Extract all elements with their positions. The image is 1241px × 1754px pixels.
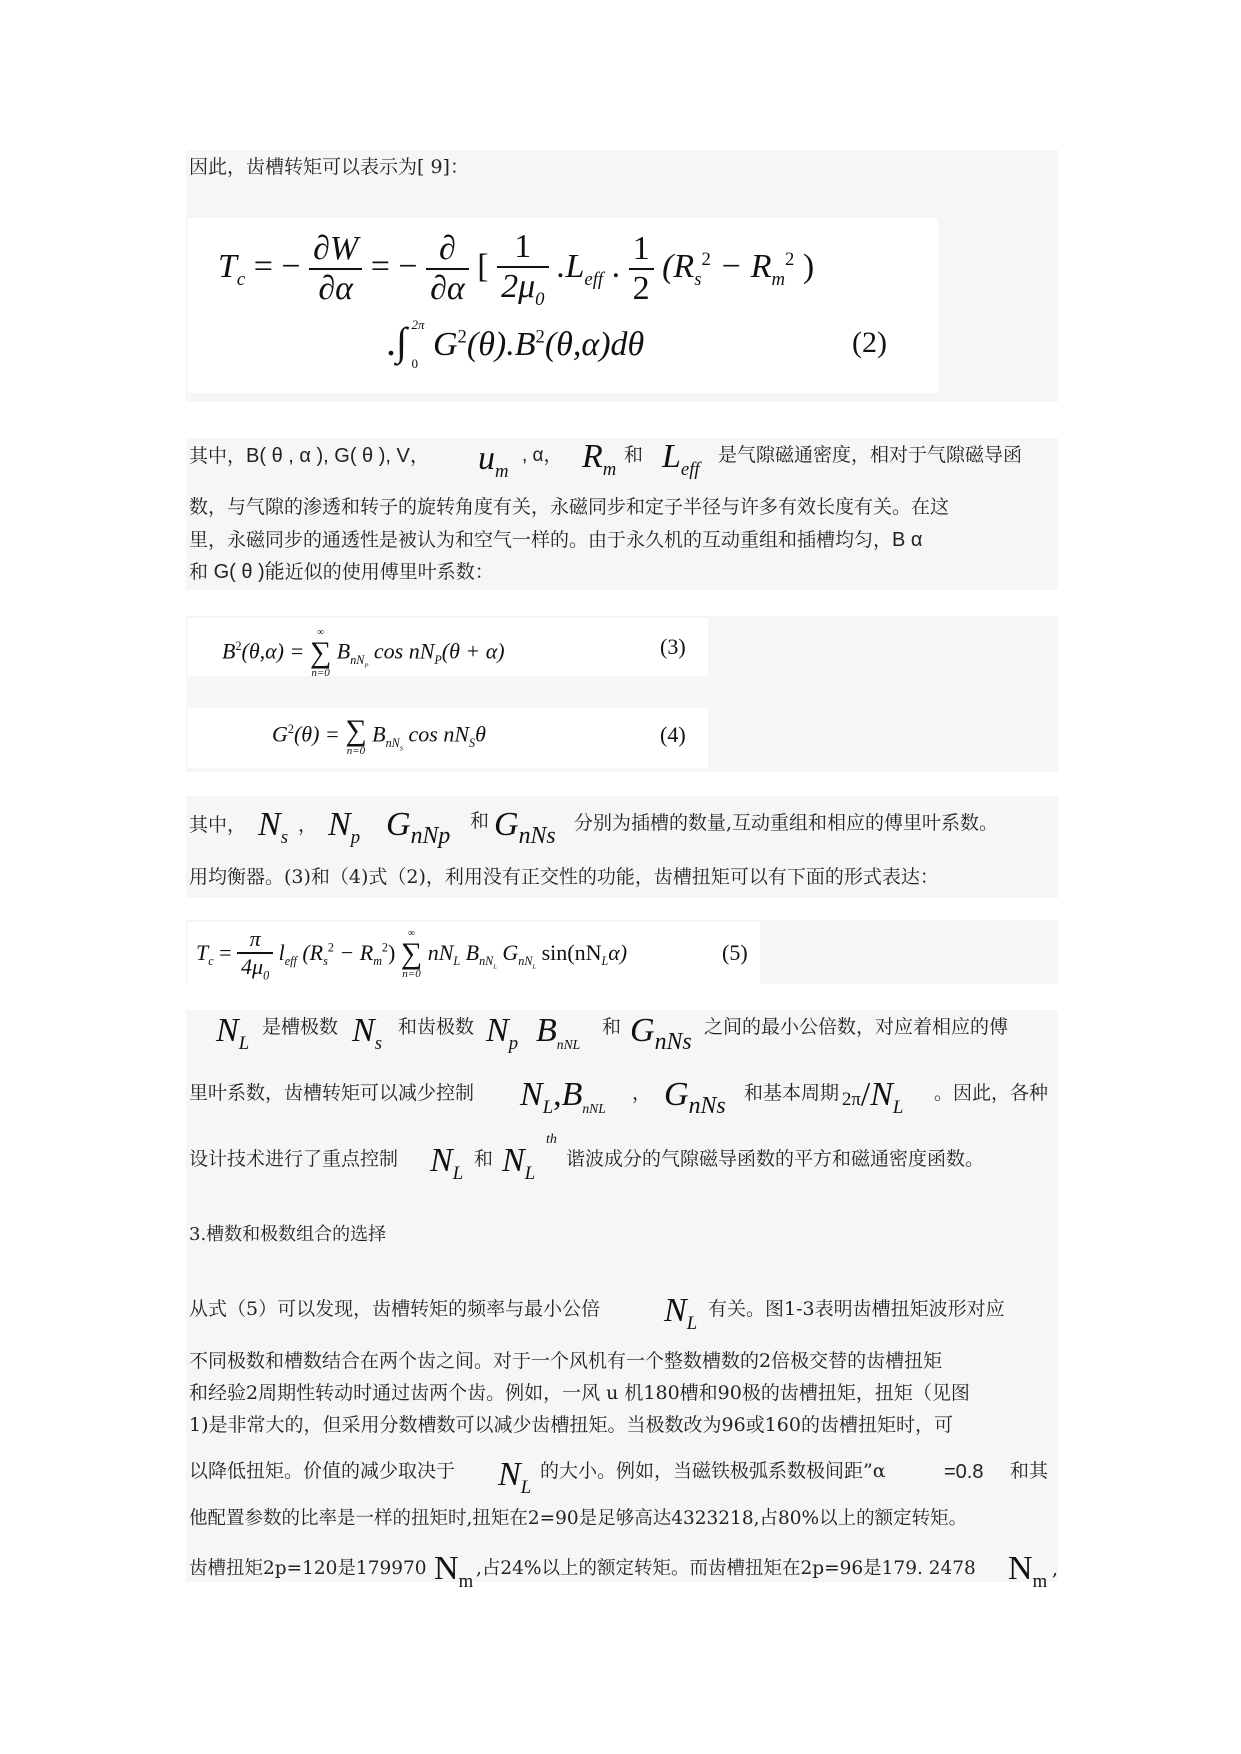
para4-l7-n-text: N [434, 1550, 459, 1587]
para1-l4-a: 和 [189, 561, 209, 583]
para1-l3-b: B α [892, 529, 923, 551]
eq4-b-sub-text: nN [385, 735, 400, 750]
eq3-b: B [336, 638, 351, 664]
para2-gnnp-text: G [386, 806, 411, 843]
eq5-sin: sin(nN [541, 939, 602, 965]
eq2-rm-sub: m [771, 269, 786, 290]
para1-line1 [189, 446, 430, 466]
eq2-rs-sup: 2 [701, 248, 711, 270]
eq2-eq-sign-2: = [370, 248, 390, 286]
para2-comma: ， [298, 814, 318, 836]
eq4-lhs-rest: (θ) = [293, 721, 346, 747]
eq5-frac-num: π [237, 926, 273, 954]
eq2-rs: (R [662, 248, 695, 286]
para1-rm-text: R [582, 438, 603, 475]
eq4-sum: ∑ [345, 714, 367, 747]
para3-l2-slash: / [860, 1076, 871, 1113]
eq5-sin-sub: L [601, 954, 609, 969]
eq2-b-sup: 2 [535, 326, 545, 348]
eq5-rm: − R [333, 939, 374, 965]
eq5-rs-sup: 2 [327, 940, 334, 955]
eq2-f2-num: 1 [629, 230, 654, 270]
eq2-g: G [432, 326, 458, 363]
para2-gnns-sub: nNs [518, 822, 556, 849]
eq5-sum-upper: ∞ [407, 928, 416, 940]
para3-ns-sub: s [374, 1032, 382, 1054]
eq2-leff: .L [557, 248, 585, 286]
para4-l7-a: 齿槽扭矩2p=120是179970 [189, 1558, 427, 1579]
para4-line3: 和经验2周期性转动时通过齿两个齿。例如，一风 u 机180槽和90极的齿槽扭矩，扭矩（见图 [189, 1382, 970, 1404]
eq2-minus-2: − [398, 248, 427, 286]
para3-l2-period [842, 1076, 903, 1119]
para3-l2-c: 和基本周期 [744, 1082, 840, 1104]
eq2-partial2-num: ∂ [426, 230, 469, 270]
para3-l2-period-text: 2π [842, 1089, 861, 1110]
para2-ns-text: N [258, 806, 281, 843]
para3-l3-nl-sub: L [452, 1162, 464, 1184]
eq5-g-sub [518, 954, 537, 971]
eq4-lhs-sup: 2 [287, 722, 294, 737]
eq2-dot: . [611, 248, 621, 286]
para1-l1-a: 其中， [189, 445, 247, 467]
para4-l1-nl-text: N [664, 1292, 687, 1329]
para3-l3-nl2-sub: L [524, 1162, 536, 1184]
eq5-lhs-sub: c [208, 954, 214, 969]
eq2-integrand-2: (θ,α)dθ [544, 326, 645, 363]
equation-2 [188, 218, 938, 393]
eq4-b-subsub: S [399, 745, 404, 753]
eq5-lhs: T [196, 939, 209, 965]
para4-l1-a: 从式（5）可以发现，齿槽转矩的频率与最小公倍 [189, 1298, 601, 1320]
para1-um-sub: m [495, 460, 509, 482]
para1-um-text: u [478, 440, 495, 477]
eq5-eq: = [213, 939, 238, 965]
para4-l7-n [434, 1550, 473, 1593]
para4-l1-nl-sub: L [686, 1312, 698, 1334]
para4-l5-a: 以降低扭矩。价值的减少取决于 [189, 1460, 456, 1482]
para3-l2-nl-text: N [520, 1076, 543, 1113]
eq5-g-sub-text: nN [518, 954, 533, 969]
para4-line4: 1)是非常大的，但采用分数槽数可以减少齿槽扭矩。当极数改为96或160的齿槽扭矩时，可 [189, 1414, 953, 1436]
para3-l2-nl-sub: L [542, 1096, 554, 1118]
para4-l7-n2-text: N [1008, 1550, 1033, 1587]
para4-l7-n2-sub: m [1032, 1570, 1048, 1592]
para3-l3-nl2-text: N [502, 1142, 525, 1179]
para3-bnnl-text: B [536, 1012, 557, 1049]
eq4-b-sub [385, 735, 404, 753]
eq2-frac-2 [629, 230, 654, 308]
para3-np [486, 1012, 518, 1055]
eq2-frac-1 [497, 228, 548, 311]
para3-nl-text: N [216, 1012, 239, 1049]
eq2-int-upper: 2π [411, 317, 425, 332]
eq2-leff-sub: eff [584, 269, 604, 290]
para3-l2-pn: N [870, 1076, 893, 1113]
para2-np-text: N [328, 806, 351, 843]
eq5-frac-den-text: 4μ [241, 954, 264, 979]
para3-l2-comma2: ， [632, 1082, 652, 1104]
eq4-sum-lower: n=0 [346, 745, 366, 757]
para3-l2-comma: , [553, 1076, 562, 1113]
eq2-rs-sub: s [694, 269, 702, 290]
para4-l5-nl-text: N [498, 1456, 521, 1493]
eq2-eq-sign: = [253, 248, 273, 286]
para3-l2-b: B [561, 1076, 583, 1113]
eq4-cos-sub: S [469, 735, 476, 750]
para3-np-text: N [486, 1012, 509, 1049]
para2-ns-sub: s [280, 826, 288, 848]
eq3-sum-upper: ∞ [316, 627, 325, 638]
eq5-frac-den [237, 954, 273, 983]
section-title: 3.槽数和极数组合的选择 [189, 1224, 387, 1245]
eq2-f1-den-text: 2μ [501, 268, 536, 305]
eq5-g-subsub: L [532, 963, 537, 971]
para1-rm-sub: m [602, 458, 617, 480]
eq4-cos: cos nN [408, 721, 470, 747]
eq4-body [272, 716, 486, 757]
eq3-b-subsub: P [364, 662, 369, 670]
eq2-f1-den [497, 268, 548, 311]
eq5-frac [237, 926, 273, 983]
eq5-b-subsub: L [493, 963, 497, 971]
eq2-g-sup: 2 [457, 326, 467, 348]
para2-gnnp [386, 806, 450, 850]
eq5-rm-sub: m [373, 954, 382, 969]
eq5-term-sub: L [453, 954, 461, 969]
eq3-cos: cos nN [373, 638, 435, 664]
para3-l1-c: 之间的最小公倍数，对应着相应的傅 [704, 1016, 1009, 1038]
para3-l3-nl [430, 1142, 463, 1185]
para2-line2: 用均衡器。(3)和（4)式（2)，利用没有正交性的功能，齿槽扭矩可以有下面的形式表达： [189, 866, 939, 888]
para3-l2-b-sub: nNL [582, 1100, 606, 1116]
para2-gnnp-sub: nNp [410, 822, 451, 849]
para4-l5-d: 和其 [1010, 1460, 1049, 1482]
eq3-sum-lower: n=0 [311, 667, 330, 679]
eq2-minus: − [281, 248, 301, 286]
eq2-partial-frac [309, 230, 362, 308]
para3-l2-g-sub: nNs [688, 1092, 726, 1119]
para1-line2: 数，与气隙的渗透和转子的旋转角度有关，永磁同步和定子半径与许多有效长度有关。在这 [189, 496, 950, 518]
eq5-close: ) [387, 939, 396, 965]
para1-um [478, 440, 509, 483]
para1-alpha: , α， [522, 445, 563, 466]
para3-l3-nl-text: N [430, 1142, 453, 1179]
para1-leff-text: L [662, 438, 681, 475]
para4-l5-c: =0.8 [944, 1461, 984, 1483]
para3-l2-a: 里叶系数，齿槽转矩可以减少控制 [189, 1082, 475, 1104]
para3-nl [216, 1012, 249, 1055]
eq5-g: G [502, 939, 519, 965]
para4-l7-n-sub: m [458, 1570, 474, 1592]
para3-l1-a: 是槽极数 [262, 1016, 339, 1038]
eq3-b-sub [350, 652, 369, 670]
para4-l5-nl [498, 1456, 531, 1499]
eq5-body [196, 926, 627, 983]
eq5-leff: l [278, 939, 285, 965]
eq2-partial-den: ∂α [318, 270, 353, 308]
eq4-b: B [372, 721, 386, 747]
eq2-number: (2) [852, 326, 887, 359]
para3-ns [352, 1012, 382, 1055]
eq5-term: nN [427, 939, 454, 965]
para1-rm [582, 438, 616, 481]
para2-np-sub: p [350, 826, 361, 848]
eq2-line2 [386, 318, 644, 370]
para3-gnns [630, 1012, 692, 1056]
para4-l5-b: 的大小。例如，当磁铁极弧系数极间距”α [540, 1460, 886, 1482]
para1-leff [662, 438, 700, 481]
eq2-f1-den-sub: 0 [535, 288, 545, 310]
para1-line4 [189, 562, 494, 582]
para3-bnnl [536, 1012, 580, 1053]
para4-line2: 不同极数和槽数结合在两个齿之间。对于一个风机有一个整数槽数的2倍极交替的齿槽扭矩 [189, 1350, 943, 1372]
para3-l2-d: 。因此，各种 [934, 1082, 1049, 1104]
para2-gnns [494, 806, 556, 850]
para3-he: 和 [602, 1016, 622, 1038]
para3-l3-he: 和 [474, 1148, 494, 1170]
eq2-rclose: ) [802, 248, 815, 286]
para3-l3-th: th [546, 1132, 557, 1147]
eq5-sum: ∑ [400, 937, 423, 971]
para3-bnnl-sub: nNL [556, 1036, 581, 1052]
eq2-integral: .∫ [386, 319, 407, 364]
eq4-rest: θ [475, 721, 486, 747]
eq3-lhs: B [222, 638, 236, 664]
para4-l7-n2 [1008, 1550, 1047, 1593]
para3-l1-b: 和齿极数 [398, 1016, 475, 1038]
eq2-integrand-1: (θ).B [466, 326, 536, 363]
para3-l2-g [664, 1076, 726, 1120]
para3-np-sub: p [508, 1032, 519, 1054]
eq2-int-lower: 0 [411, 356, 418, 371]
eq4-number: (4) [660, 722, 686, 747]
para3-l2-pn-sub: L [892, 1096, 904, 1118]
eq3-rest: (θ + α) [441, 638, 505, 664]
para1-l3-a: 里，永磁同步的通透性是被认为和空气一样的。由于永久机的互动重组和插槽均匀， [189, 529, 893, 551]
para4-l7-c: , [1052, 1558, 1059, 1580]
eq2-partial-frac-2 [426, 230, 469, 308]
para1-leff-sub: eff [680, 458, 700, 480]
eq5-b: B [465, 939, 480, 965]
para3-gnns-text: G [630, 1012, 655, 1049]
eq5-number: (5) [722, 940, 748, 965]
eq3-lhs-sup: 2 [235, 639, 242, 654]
para2-np [328, 806, 360, 849]
para2-line1-end: 分别为插槽的数量,互动重组和相应的傅里叶系数。 [574, 812, 999, 834]
para4-l5-nl-sub: L [520, 1476, 532, 1498]
eq3-b-sub-text: nN [350, 652, 365, 667]
para1-l1-b: B( θ , α ), G( θ ), V， [246, 445, 430, 467]
equation-3 [188, 618, 708, 679]
para4-l1-b: 有关。图1-3表明齿槽扭矩波形对应 [708, 1298, 1005, 1320]
para3-ns-text: N [352, 1012, 375, 1049]
eq2-partial2-den: ∂α [430, 270, 465, 308]
eq2-line1 [218, 228, 814, 311]
eq5-sum-lower: n=0 [402, 968, 421, 981]
eq3-lhs-rest: (θ,α) = [241, 638, 310, 664]
equation-4 [188, 708, 708, 768]
eq2-lhs-sub: c [236, 269, 246, 290]
para3-gnns-sub: nNs [654, 1028, 692, 1055]
eq3-number: (3) [660, 634, 686, 659]
eq3-body [222, 628, 505, 679]
eq2-f1-num: 1 [497, 228, 548, 268]
eq4-lhs: G [272, 721, 288, 747]
para1-l4-c: 近似的使用傅里叶系数： [284, 561, 494, 583]
eq3-cos-sub: P [434, 652, 442, 667]
para3-l2-g-text: G [664, 1076, 689, 1113]
para3-l2-nl [520, 1076, 606, 1119]
eq2-rm-sup: 2 [785, 248, 795, 270]
para2-he: 和 [470, 810, 490, 832]
para1-line1-end: 是气隙磁通密度，相对于气隙磁导函 [718, 444, 1023, 466]
eq2-lhs: T [218, 248, 237, 286]
eq5-leff-sub: eff [284, 954, 297, 969]
para1-he: 和 [624, 444, 644, 466]
para4-l1-nl [664, 1292, 697, 1335]
para4-line6: 他配置参数的比率是一样的扭矩时,扭矩在2=90是足够高达4323218,占80%以上的额定转矩。 [189, 1508, 968, 1529]
equation-5 [188, 922, 760, 984]
para3-nl-sub: L [238, 1032, 250, 1054]
para3-l3-a: 设计技术进行了重点控制 [189, 1148, 399, 1170]
eq5-sin-rest: α) [608, 939, 628, 965]
eq5-rm-sup: 2 [381, 940, 388, 955]
intro-text: 因此，齿槽转矩可以表示为[ 9]： [189, 156, 469, 178]
para2-qizhong: 其中， [189, 814, 247, 836]
para1-l4-b: G( θ )能 [208, 561, 285, 583]
para2-ns [258, 806, 288, 849]
eq2-f2-den: 2 [632, 270, 650, 308]
eq5-frac-den-sub: 0 [263, 968, 270, 983]
para4-l7-b: ,占24%以上的额定转矩。而齿槽扭矩在2p=96是179. 2478 [476, 1558, 976, 1579]
eq5-rs: (R [302, 939, 324, 965]
eq2-bracket: [ [477, 248, 489, 286]
eq2-rm: − R [719, 248, 772, 286]
eq3-sum: ∑ [309, 636, 332, 669]
eq5-rs-sub: s [323, 954, 328, 969]
para1-line3 [189, 530, 922, 550]
eq2-partial-num: ∂W [309, 230, 362, 270]
para2-gnns-text: G [494, 806, 519, 843]
eq5-b-sub-text: nN [479, 954, 494, 969]
para3-l3-b: 谐波成分的气隙磁导函数的平方和磁通密度函数。 [566, 1148, 985, 1170]
eq5-b-sub [479, 954, 497, 971]
para3-l3-nl2 [502, 1142, 535, 1185]
